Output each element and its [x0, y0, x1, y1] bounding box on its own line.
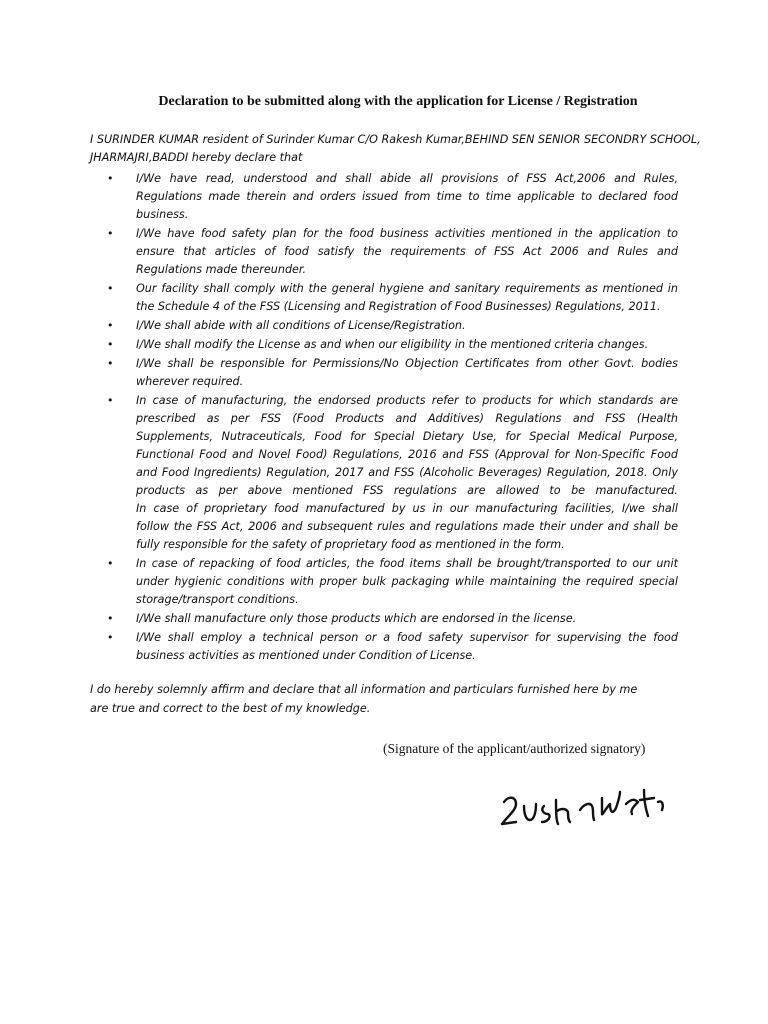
declaration-item-text [136, 170, 678, 224]
declaration-item-text [136, 336, 678, 354]
signature-label: (Signature of the applicant/authorized signatory) [383, 741, 646, 756]
declaration-item-text [136, 610, 678, 628]
declaration-item-text [136, 629, 678, 665]
declaration-item-text [136, 392, 678, 554]
declaration-item-text [136, 280, 678, 316]
intro-line: I SURINDER KUMAR resident of Surinder Kumar C/O Rakesh Kumar,BEHIND SEN SENIOR SECONDRY SCHOOL, [90, 133, 701, 146]
declaration-item [0, 225, 768, 279]
declaration-item-line: storage/transport conditions. [136, 593, 299, 606]
declaration-item [0, 629, 768, 665]
affirmation-line: I do hereby solemnly affirm and declare that all information and particulars furnished here by me [90, 683, 638, 696]
bullet-icon: • [107, 357, 114, 370]
intro-paragraph [90, 131, 730, 167]
declaration-item-line: I/We shall manufacture only those products which are endorsed in the license. [136, 612, 577, 625]
declaration-item [0, 170, 768, 224]
declaration-item-line: the Schedule 4 of the FSS (Licensing and Registration of Food Businesses) Regulations, 2011. [136, 300, 661, 313]
declaration-item-line: Regulations made therein and orders issued from time to time applicable to declared food [136, 190, 678, 203]
declaration-item-line: business activities as mentioned under Condition of License. [136, 649, 476, 662]
bullet-icon: • [107, 394, 114, 407]
bullet-icon: • [107, 631, 114, 644]
declaration-item-line: Functional Food and Novel Food) Regulations, 2016 and FSS (Approval for Non-Specific Food [136, 448, 678, 461]
declaration-item [0, 280, 768, 316]
declaration-item-line: In case of repacking of food articles, the food items shall be brought/transported to our unit [136, 557, 678, 570]
declaration-item-line: wherever required. [136, 375, 244, 388]
declaration-item-line: and Food Ingredients) Regulation, 2017 and FSS (Alcoholic Beverages) Regulation, 2018. Only [136, 466, 678, 479]
affirmation-line: are true and correct to the best of my knowledge. [90, 702, 371, 715]
bullet-icon: • [107, 557, 114, 570]
handwritten-signature [498, 780, 670, 840]
bullet-icon: • [107, 282, 114, 295]
declaration-item-text [136, 355, 678, 391]
declaration-item [0, 355, 768, 391]
declaration-item-line: I/We shall be responsible for Permissions/No Objection Certificates from other Govt. bodies [136, 357, 678, 370]
bullet-icon: • [107, 227, 114, 240]
declaration-item-line: I/We have read, understood and shall abide all provisions of FSS Act,2006 and Rules, [136, 172, 678, 185]
declaration-item-text [136, 317, 678, 335]
declaration-item-text [136, 555, 678, 609]
declaration-item-line: under hygienic conditions with proper bulk packaging while maintaining the required special [136, 575, 678, 588]
declaration-item-line: products as per above mentioned FSS regulations are allowed to be manufactured. [136, 484, 678, 497]
declaration-item-line: Supplements, Nutraceuticals, Food for Special Dietary Use, for Special Medical Purpose, [136, 430, 678, 443]
declaration-item-line: In case of proprietary food manufactured by us in our manufacturing facilities, I/we shall [136, 502, 678, 515]
document-title: Declaration to be submitted along with the application for License / Registration [158, 94, 638, 109]
declaration-item-line: ensure that articles of food satisfy the requirements of FSS Act 2006 and Rules and [136, 245, 678, 258]
declaration-item [0, 336, 768, 354]
declaration-item [0, 610, 768, 628]
declaration-item-line: I/We shall abide with all conditions of License/Registration. [136, 319, 466, 332]
declaration-item-line: follow the FSS Act, 2006 and subsequent rules and regulations made their under and shall be [136, 520, 678, 533]
declaration-list [0, 170, 768, 666]
declaration-item-line: Regulations made thereunder. [136, 263, 307, 276]
declaration-item-line: business. [136, 208, 189, 221]
declaration-item-text [136, 225, 678, 279]
bullet-icon: • [107, 172, 114, 185]
bullet-icon: • [107, 612, 114, 625]
declaration-item [0, 555, 768, 609]
declaration-item-line: Our facility shall comply with the general hygiene and sanitary requirements as mentioned in [136, 282, 678, 295]
declaration-item-line: fully responsible for the safety of proprietary food as mentioned in the form. [136, 538, 565, 551]
declaration-item-line: I/We have food safety plan for the food business activities mentioned in the application to [136, 227, 678, 240]
declaration-item-line: I/We shall modify the License as and when our eligibility in the mentioned criteria changes. [136, 338, 649, 351]
declaration-item-line: I/We shall employ a technical person or a food safety supervisor for supervising the food [136, 631, 678, 644]
bullet-icon: • [107, 338, 114, 351]
intro-line: JHARMAJRI,BADDI hereby declare that [90, 151, 303, 164]
declaration-item-line: In case of manufacturing, the endorsed products refer to products for which standards are [136, 394, 678, 407]
declaration-item [0, 392, 768, 554]
bullet-icon: • [107, 319, 114, 332]
affirmation-paragraph [90, 680, 690, 718]
declaration-item-line: prescribed as per FSS (Food Products and Additives) Regulations and FSS (Health [136, 412, 678, 425]
declaration-item [0, 317, 768, 335]
